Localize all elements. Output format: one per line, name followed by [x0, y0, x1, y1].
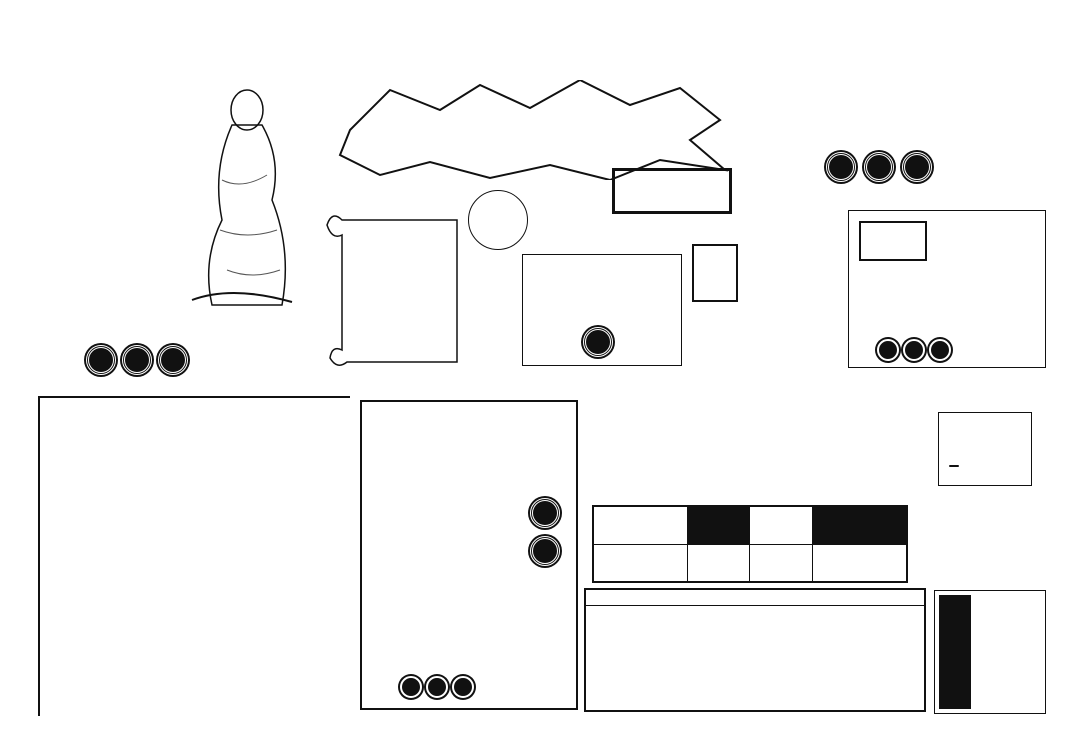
key-tag [859, 221, 927, 261]
odd-label [813, 506, 907, 544]
code-footer [392, 676, 474, 698]
number-ball [877, 339, 899, 361]
sub-title [612, 168, 732, 214]
number-ball [158, 345, 188, 375]
number-ball [864, 152, 894, 182]
even-number [593, 506, 687, 544]
key-box [848, 210, 1046, 368]
number-ball [452, 676, 474, 698]
zodiac-poem-box [38, 396, 350, 716]
big-box [934, 590, 1046, 714]
even-number [687, 544, 750, 582]
main-title-block [330, 80, 730, 180]
even-label [687, 506, 750, 544]
number-ball [426, 676, 448, 698]
number-ball [400, 676, 422, 698]
number-ball [902, 152, 932, 182]
view-numbers [74, 345, 188, 375]
scroll-panel [322, 210, 464, 370]
results-title [586, 590, 924, 606]
number-ball [86, 345, 116, 375]
wave-tag [692, 244, 738, 302]
odd-even-table [592, 505, 908, 583]
divination-box [522, 254, 682, 366]
right-brand-strip [1052, 58, 1074, 728]
results-box [584, 588, 926, 712]
left-brand-strip [2, 58, 24, 728]
number-ball [826, 152, 856, 182]
number-ball [122, 345, 152, 375]
even-number [593, 544, 687, 582]
number-ball [530, 498, 560, 528]
odd-number [813, 544, 907, 582]
number-ball [903, 339, 925, 361]
number-ball [530, 536, 560, 566]
odd-number [750, 544, 813, 582]
chase-box [938, 412, 1032, 486]
mark-six-logo [468, 190, 528, 250]
number-ball [929, 339, 951, 361]
odd-number [750, 506, 813, 544]
cold-row [812, 152, 932, 182]
guanyin-figure [172, 80, 302, 310]
chase-foot [949, 465, 959, 467]
top-brand-strip [0, 34, 1080, 56]
send-numbers [530, 498, 560, 566]
key-footer [873, 339, 951, 361]
big-side [939, 595, 971, 709]
special-code-box [360, 400, 578, 710]
number-ball [583, 327, 613, 357]
